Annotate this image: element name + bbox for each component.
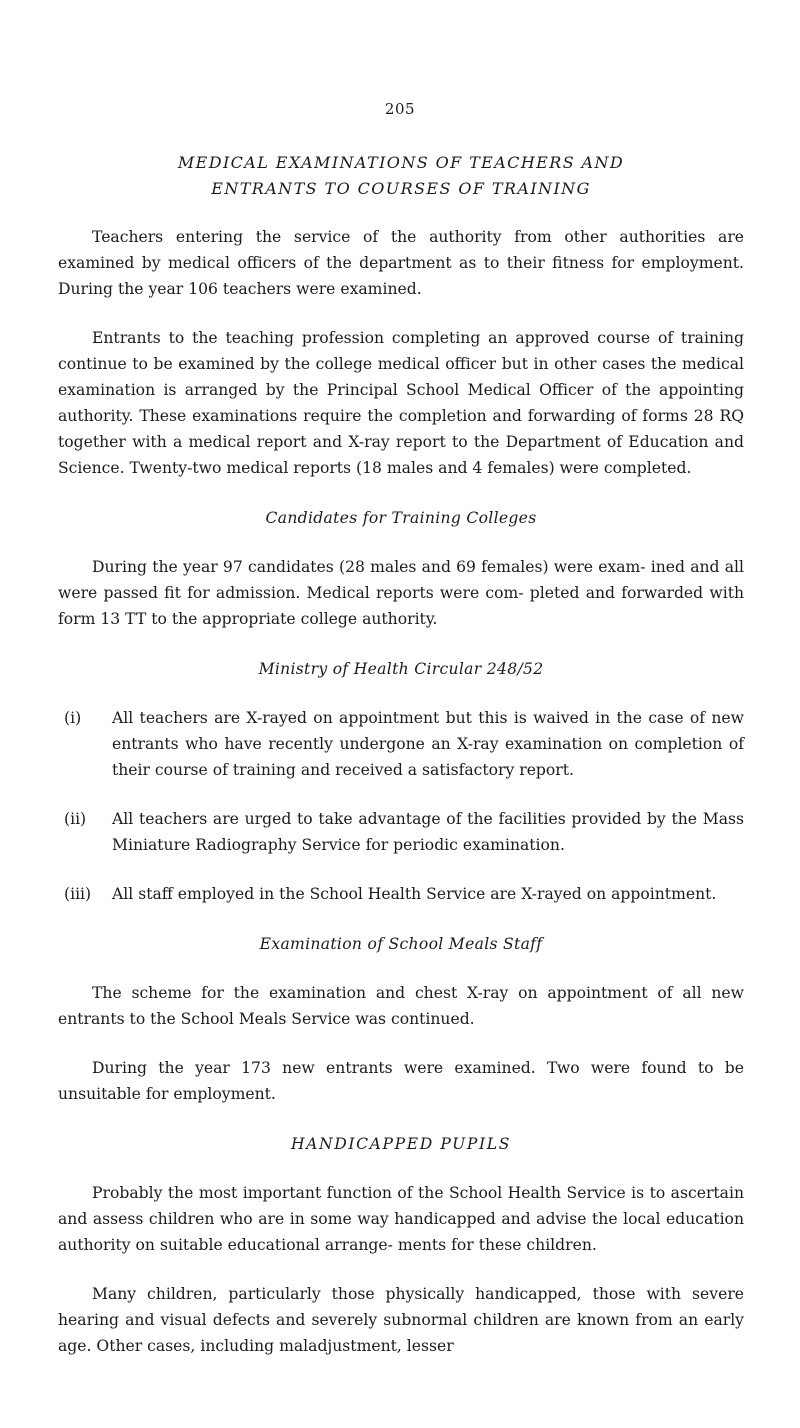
list-item [58, 806, 744, 858]
page-content [58, 150, 744, 1359]
list-marker: (i) [64, 709, 82, 727]
paragraph-candidates: During the year 97 candidates (28 males and 69 females) were exam- ined and all were passed fit for admission. Medical reports were com- pleted and forwarded with form 13 TT to the appropriate college authority. [58, 558, 744, 628]
paragraph-entrants: Entrants to the teaching profession completing an approved course of training continue to be examined by the college medical officer but in other cases the medical examination is arranged by the Principal School Medical Officer of the appointing authority. These examinations require the completion and forwarding of forms 28 RQ together with a medical report and X-ray report to the Department of Education and Science. Twenty-two medical reports (18 males and 4 females) were completed. [58, 329, 744, 477]
list-marker: (ii) [64, 810, 87, 828]
paragraph-handicapped-2: Many children, particularly those physically handicapped, those with severe hearing and visual defects and severely subnormal children are known from an early age. Other cases, including maladjustment, lesser [58, 1285, 744, 1355]
list-item [58, 705, 744, 783]
heading-handicapped: HANDICAPPED PUPILS [290, 1135, 512, 1153]
paragraph-meals-2: During the year 173 new entrants were examined. Two were found to be unsuitable for employment. [58, 1059, 744, 1103]
paragraph-meals-1: The scheme for the examination and chest X-ray on appointment of all new entrants to the School Meals Service was continued. [58, 984, 744, 1028]
section-title-line-1: MEDICAL EXAMINATIONS OF TEACHERS AND [177, 153, 625, 172]
paragraph-handicapped-1: Probably the most important function of the School Health Service is to ascertain and assess children who are in some way handicapped and advise the local education authority on suitable educational arrange- ments for these children. [58, 1184, 744, 1254]
circular-list [58, 705, 744, 907]
page-number: 205 [384, 100, 416, 118]
section-title-line-2: ENTRANTS TO COURSES OF TRAINING [211, 179, 591, 198]
list-marker: (iii) [64, 885, 92, 903]
list-item-text: All teachers are urged to take advantage of the facilities provided by the Mass Miniature Radiography Service for periodic examination. [112, 810, 744, 854]
heading-circular: Ministry of Health Circular 248/52 [258, 660, 544, 678]
list-item-text: All teachers are X-rayed on appointment but this is waived in the case of new entrants who have recently undergone an X-ray examination on completion of their course of training and received a satisfactory report. [112, 709, 744, 779]
paragraph-teachers: Teachers entering the service of the authority from other authorities are examined by medical officers of the department as to their fitness for employment. During the year 106 teachers were examined. [58, 228, 744, 298]
heading-candidates: Candidates for Training Colleges [265, 509, 537, 527]
heading-meals: Examination of School Meals Staff [259, 935, 543, 953]
list-item-text: All staff employed in the School Health Service are X-rayed on appointment. [112, 885, 717, 903]
list-item [58, 881, 744, 907]
